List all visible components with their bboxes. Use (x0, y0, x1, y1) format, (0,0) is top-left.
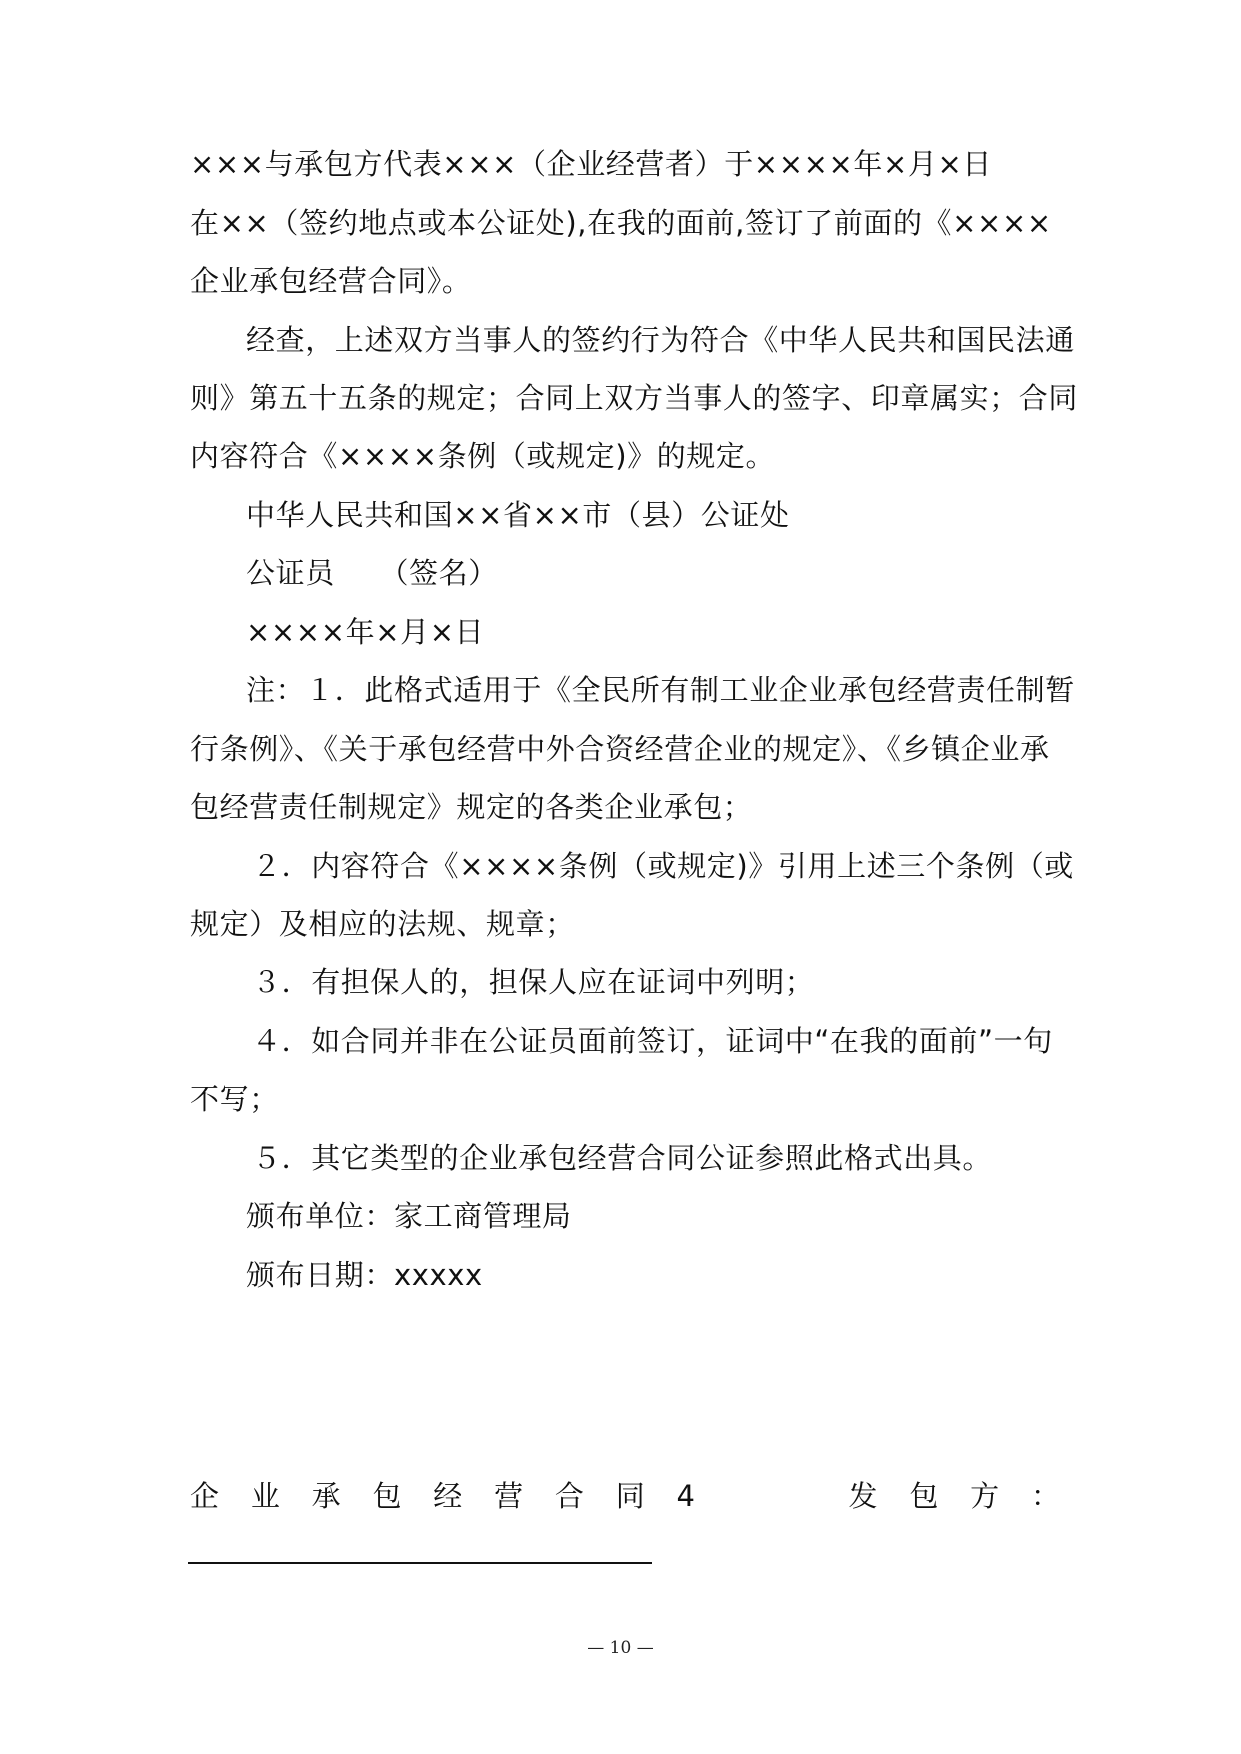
note-line: ３．有担保人的，担保人应在证词中列明； (252, 965, 815, 999)
issuing-unit-line: 颁布单位：家工商管理局 (246, 1199, 572, 1233)
note-line: 不写； (190, 1082, 279, 1116)
note-line: ２．内容符合《××××条例（或规定)》引用上述三个条例（或 (252, 849, 1074, 883)
issuing-date-line: 颁布日期：xxxxx (246, 1258, 483, 1292)
heading-char: 经 (433, 1479, 463, 1513)
paragraph-line: 经查，上述双方当事人的签约行为符合《中华人民共和国民法通 (246, 323, 1075, 357)
paragraph-line: 在××（签约地点或本公证处),在我的面前,签订了前面的《×××× (190, 206, 1052, 240)
contract-heading-row (190, 1476, 1060, 1516)
heading-char: 发 (848, 1479, 878, 1513)
blank-fill-line (188, 1562, 652, 1564)
heading-char: ： (1030, 1479, 1060, 1513)
heading-char: 承 (311, 1479, 341, 1513)
heading-char: 同 (615, 1479, 645, 1513)
note-line: 注：１．此格式适用于《全民所有制工业企业承包经营责任制暂 (246, 673, 1075, 707)
heading-char: 企 (190, 1479, 220, 1513)
paragraph-line: ×××与承包方代表×××（企业经营者）于××××年×月×日 (190, 147, 992, 181)
heading-char: 包 (909, 1479, 939, 1513)
paragraph-line: 则》第五十五条的规定；合同上双方当事人的签字、印章属实；合同 (190, 381, 1079, 415)
heading-char: 业 (250, 1479, 280, 1513)
note-line: 规定）及相应的法规、规章； (190, 907, 575, 941)
notary-office-line: 中华人民共和国××省××市（县）公证处 (246, 498, 790, 532)
note-line: 包经营责任制规定》规定的各类企业承包； (190, 790, 753, 824)
heading-char: 合 (554, 1479, 584, 1513)
heading-char: 营 (494, 1479, 524, 1513)
note-line: ５．其它类型的企业承包经营合同公证参照此格式出具。 (252, 1141, 993, 1175)
note-line: ４．如合同并非在公证员面前签订，证词中“在我的面前”一句 (252, 1024, 1053, 1058)
paragraph-line: 企业承包经营合同》。 (190, 264, 472, 298)
notary-signature-line: 公证员 （签名） (246, 556, 498, 590)
heading-char: 4 (676, 1479, 695, 1513)
page-number: — 10 — (587, 1638, 654, 1658)
note-line: 行条例》、《关于承包经营中外合资经营企业的规定》、《乡镇企业承 (190, 732, 1050, 766)
notary-date-line: ××××年×月×日 (246, 615, 485, 649)
paragraph-line: 内容符合《××××条例（或规定)》的规定。 (190, 439, 776, 473)
heading-char: 方 (970, 1479, 1000, 1513)
heading-char: 包 (372, 1479, 402, 1513)
heading-gap (727, 1476, 817, 1516)
